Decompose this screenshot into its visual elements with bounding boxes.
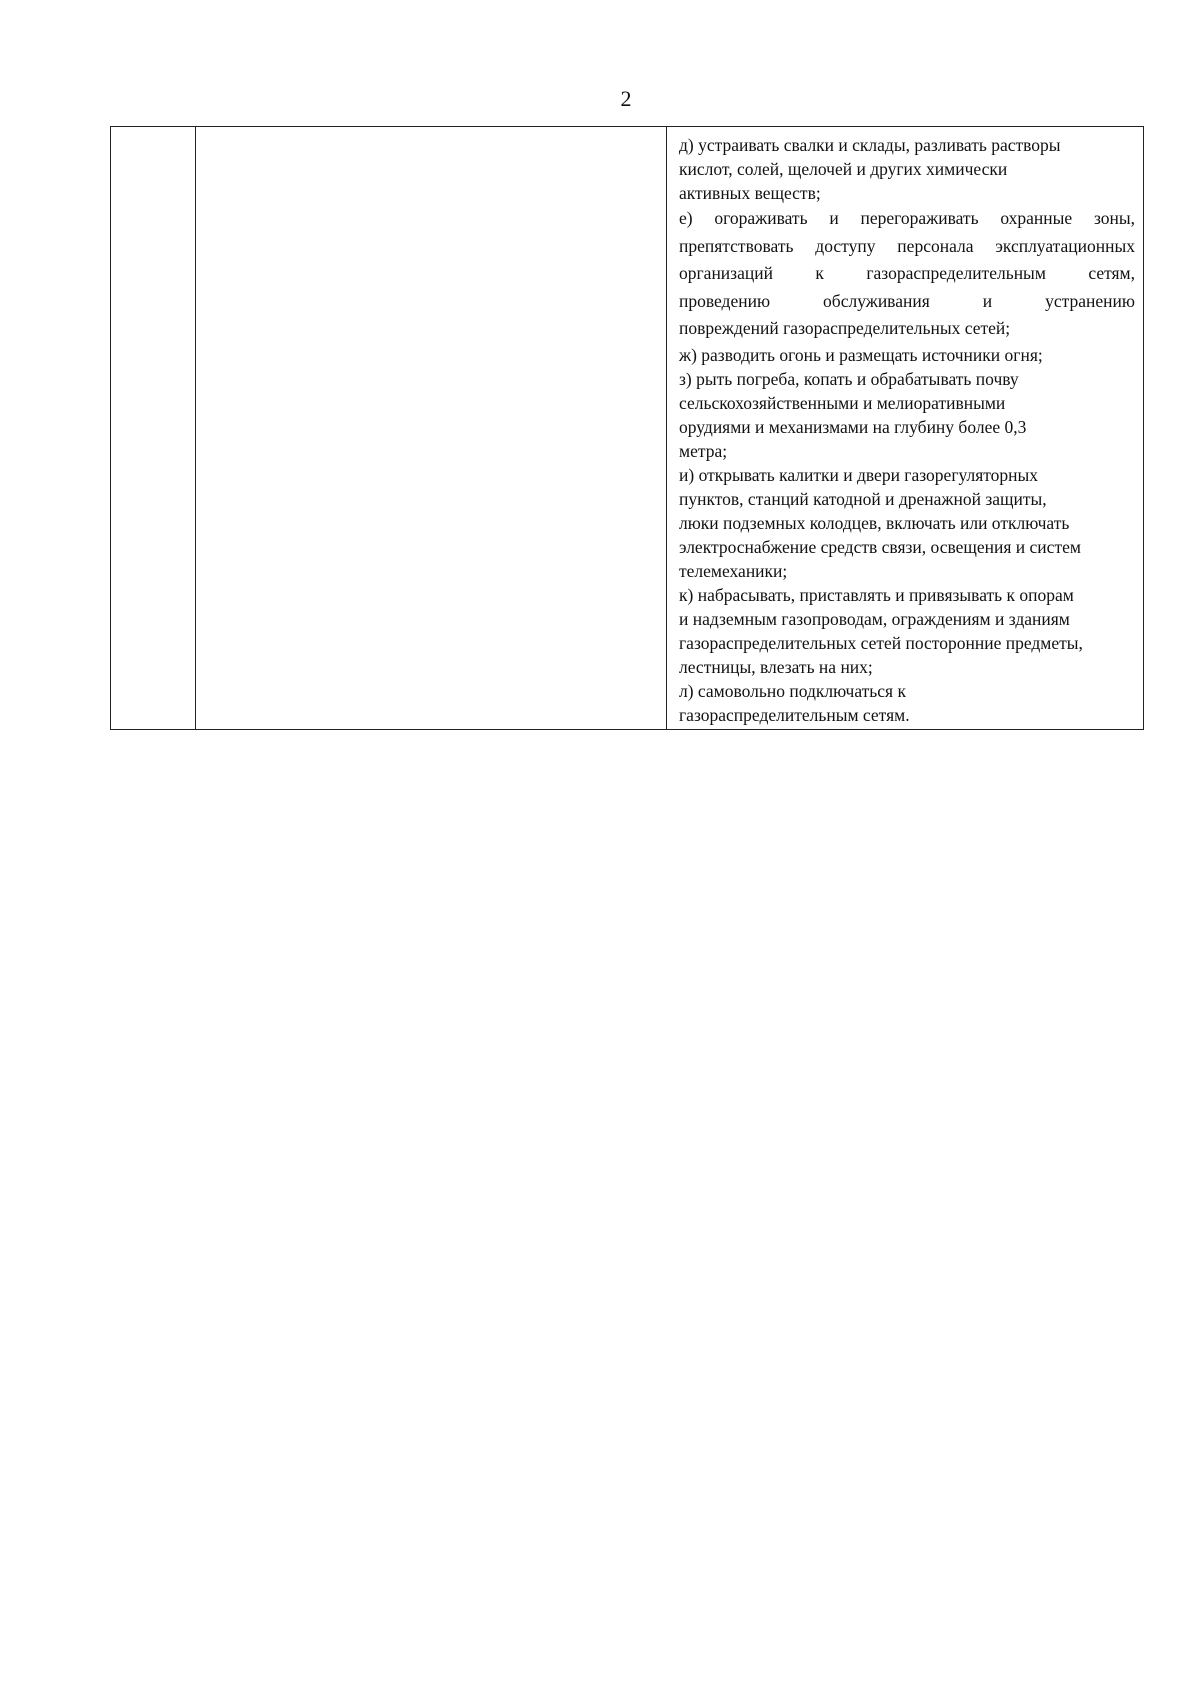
text-line: люки подземных колодцев, включать или отключать: [679, 512, 1070, 533]
text-line: повреждений газораспределительных сетей;: [679, 318, 1011, 338]
text-line: сельскохозяйственными и мелиоративными: [679, 392, 1006, 413]
table-cell-restrictions: [667, 127, 1144, 730]
list-item-zh: [679, 343, 1135, 367]
text-line: и) открывать калитки и двери газорегуляторных: [679, 464, 1039, 485]
table-cell-number: [111, 127, 196, 730]
text-line: ж) разводить огонь и размещать источники огня;: [679, 344, 1043, 365]
list-item-e: [679, 205, 1135, 343]
list-item-i: [679, 463, 1135, 583]
text-line: активных веществ;: [679, 183, 821, 203]
list-item-k: [679, 583, 1135, 679]
text-line: газораспределительным сетям.: [679, 704, 910, 725]
text-line: д) устраивать свалки и склады, разливать растворы: [679, 135, 1061, 155]
document-table: [110, 126, 1144, 730]
list-item-z: [679, 367, 1135, 463]
page-number: 2: [620, 86, 632, 111]
text-line: пунктов, станций катодной и дренажной защиты,: [679, 488, 1047, 509]
restrictions-list: [667, 127, 1143, 729]
list-item-d: [679, 133, 1135, 205]
text-line: организаций к газораспределительным сетям,: [679, 263, 1135, 283]
table-cell-name: [196, 127, 667, 730]
text-line: орудиями и механизмами на глубину более 0,3: [679, 416, 1027, 437]
text-line: метра;: [679, 440, 728, 461]
text-line: телемеханики;: [679, 560, 788, 581]
text-line: к) набрасывать, приставлять и привязывать к опорам: [679, 584, 1074, 605]
text-line: проведению обслуживания и устранению: [679, 290, 1135, 311]
text-line: лестницы, влезать на них;: [679, 656, 873, 677]
text-line: л) самовольно подключаться к: [679, 680, 906, 701]
text-line: з) рыть погреба, копать и обрабатывать почву: [679, 368, 1019, 389]
text-line: кислот, солей, щелочей и других химически: [679, 159, 1008, 179]
list-item-l: [679, 679, 1135, 727]
text-line: препятствовать доступу персонала эксплуатационных: [679, 235, 1135, 256]
table-row: [111, 127, 1144, 730]
text-line: газораспределительных сетей посторонние предметы,: [679, 632, 1083, 653]
text-line: электроснабжение средств связи, освещения и систем: [679, 536, 1081, 557]
text-line: е) огораживать и перегораживать охранные зоны,: [679, 208, 1135, 228]
text-line: и надземным газопроводам, ограждениям и зданиям: [679, 608, 1070, 629]
